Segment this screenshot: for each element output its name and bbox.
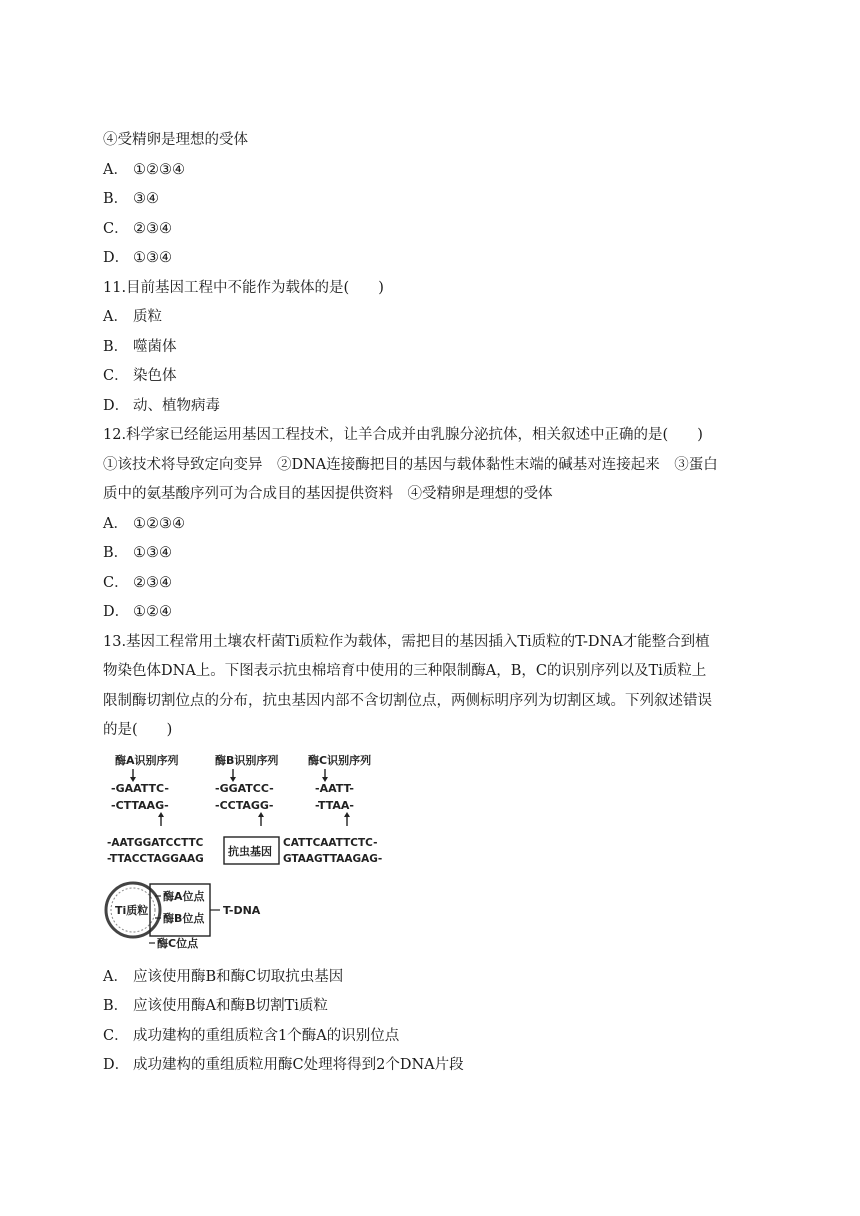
gene-left-top-seq: -AATGGATCCTTC <box>107 837 204 849</box>
enzyme-b-label: 酶B识别序列 <box>215 754 279 767</box>
enzyme-a-top-seq: -GAATTC- <box>111 782 169 795</box>
site-b-label: 酶B位点 <box>163 912 205 925</box>
option-c: C． ②③④ <box>103 221 172 237</box>
q13-option-a: A． 应该使用酶B和酶C切取抗虫基因 <box>103 969 344 985</box>
q13-stem-4: 的是( ) <box>103 722 173 738</box>
gene-right-top-seq: CATTCAATTCTC- <box>283 837 378 849</box>
restriction-enzyme-diagram <box>103 746 403 958</box>
option-a: A． ①②③④ <box>103 162 185 178</box>
option-b: B． ③④ <box>103 191 159 207</box>
enzyme-b-top-seq: -GGATCC- <box>215 782 274 795</box>
q11-option-b: B． 噬菌体 <box>103 339 177 355</box>
enzyme-a-label: 酶A识别序列 <box>115 754 179 767</box>
q13-option-d: D． 成功建构的重组质粒用酶C处理将得到2个DNA片段 <box>103 1057 464 1073</box>
enzyme-a-bottom-seq: -CTTAAG- <box>111 799 169 812</box>
q13-stem-2: 物染色体DNA上。下图表示抗虫棉培育中使用的三种限制酶A，B，C的识别序列以及Ti质粒上 <box>103 663 707 679</box>
q11-option-d: D． 动、植物病毒 <box>103 398 220 414</box>
q12-option-d: D． ①②④ <box>103 604 172 620</box>
option-d: D． ①③④ <box>103 250 172 266</box>
site-c-label: 酶C位点 <box>157 937 199 950</box>
q13-stem-3: 限制酶切割位点的分布，抗虫基因内部不含切割位点，两侧标明序列为切割区域。下列叙述错误 <box>103 693 712 709</box>
q13-option-c: C． 成功建构的重组质粒含1个酶A的识别位点 <box>103 1028 400 1044</box>
plasmid-label: Ti质粒 <box>115 904 149 917</box>
statement-4: ④受精卵是理想的受体 <box>103 132 248 148</box>
q12-option-a: A． ①②③④ <box>103 516 185 532</box>
enzyme-c-top-seq: -AATT- <box>315 782 354 795</box>
enzyme-c-label: 酶C识别序列 <box>308 754 372 767</box>
site-a-label: 酶A位点 <box>163 890 205 903</box>
gene-label: 抗虫基因 <box>228 845 272 858</box>
q12-statements-2: 质中的氨基酸序列可为合成目的基因提供资料 ④受精卵是理想的受体 <box>103 486 553 502</box>
tdna-label: T-DNA <box>223 904 261 917</box>
q12-option-c: C． ②③④ <box>103 575 172 591</box>
q12-stem: 12.科学家已经能运用基因工程技术，让羊合成并由乳腺分泌抗体，相关叙述中正确的是( ) <box>103 427 703 443</box>
enzyme-c-bottom-seq: -TTAA- <box>315 799 354 812</box>
q12-statements-1: ①该技术将导致定向变异 ②DNA连接酶把目的基因与载体黏性末端的碱基对连接起来 ③蛋白 <box>103 457 718 473</box>
gene-right-bottom-seq: GTAAGTTAAGAG- <box>283 853 383 865</box>
q11-option-a: A． 质粒 <box>103 309 162 325</box>
q13-stem-1: 13.基因工程常用土壤农杆菌Ti质粒作为载体，需把目的基因插入Ti质粒的T-DNA才能整合到植 <box>103 634 710 650</box>
gene-left-bottom-seq: -TTACCTAGGAAG <box>107 853 204 865</box>
q11-option-c: C． 染色体 <box>103 368 177 384</box>
enzyme-b-bottom-seq: -CCTAGG- <box>215 799 274 812</box>
q12-option-b: B． ①③④ <box>103 545 172 561</box>
q11-stem: 11.目前基因工程中不能作为载体的是( ) <box>103 280 384 296</box>
q13-option-b: B． 应该使用酶A和酶B切割Ti质粒 <box>103 998 328 1014</box>
